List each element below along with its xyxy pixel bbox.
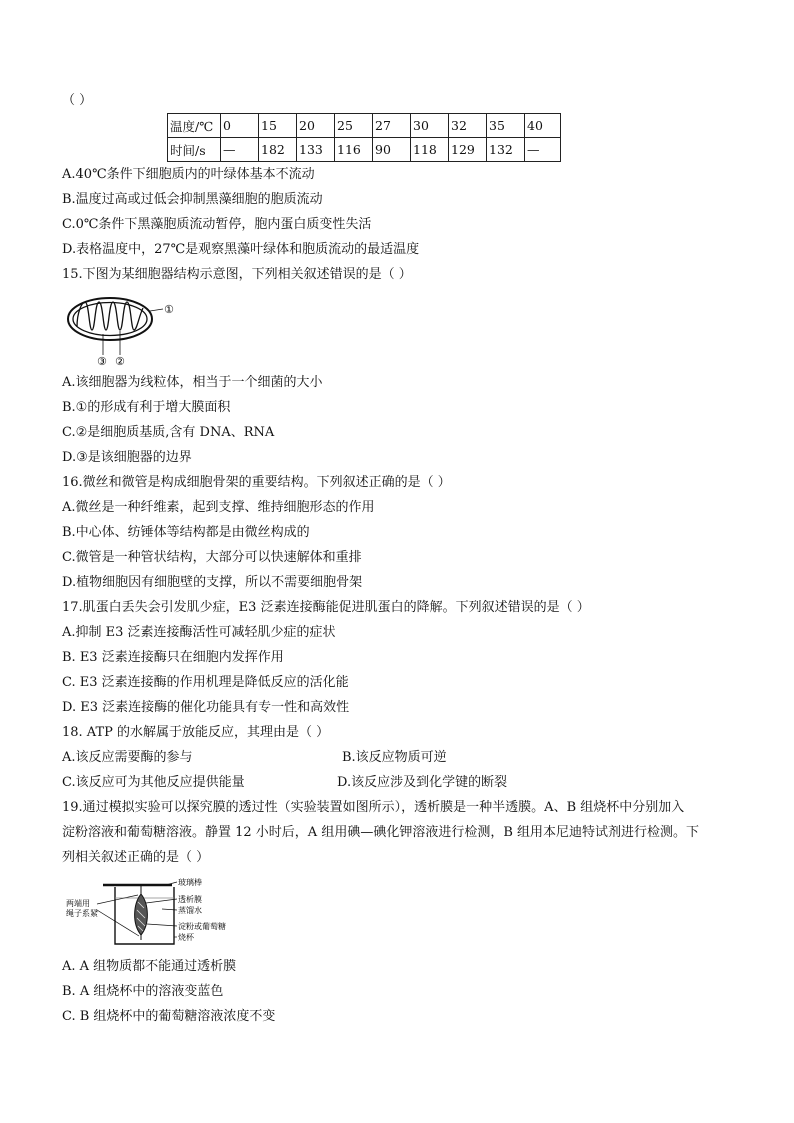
label-three: ③ xyxy=(97,355,107,368)
label-dialysis-membrane: 透析膜 xyxy=(178,895,202,904)
q16-option-a: A.微丝是一种纤维素，起到支撑、维持细胞形态的作用 xyxy=(62,500,375,515)
q16-option-d: D.植物细胞因有细胞壁的支撑，所以不需要细胞骨架 xyxy=(62,575,363,590)
table-cell: 116 xyxy=(335,138,373,162)
table-cell: 182 xyxy=(259,138,297,162)
q15-option-d: D.③是该细胞器的边界 xyxy=(62,450,192,465)
q17-option-b: B. E3 泛素连接酶只在细胞内发挥作用 xyxy=(62,650,284,665)
q19-option-b: B. A 组烧杯中的溶液变蓝色 xyxy=(62,984,224,999)
label-one: ① xyxy=(164,303,174,316)
q18-stem: 18. ATP 的水解属于放能反应，其理由是（ ） xyxy=(62,725,330,740)
table-cell: 118 xyxy=(411,138,449,162)
q17-stem: 17.肌蛋白丢失会引发肌少症，E3 泛素连接酶能促进肌蛋白的降解。下列叙述错误的是（ ） xyxy=(62,600,590,615)
q17-option-d: D. E3 泛素连接酶的催化功能具有专一性和高效性 xyxy=(62,700,350,715)
q19-stem-line-1: 19.通过模拟实验可以探究膜的透过性（实验装置如图所示），透析膜是一种半透膜。A、B 组烧杯中分别加入 xyxy=(62,800,685,815)
q16-stem: 16.微丝和微管是构成细胞骨架的重要结构。下列叙述正确的是（ ） xyxy=(62,475,451,490)
q18-option-a: A.该反应需要酶的参与 xyxy=(62,750,193,765)
q15-stem: 15.下图为某细胞器结构示意图，下列相关叙述错误的是（ ） xyxy=(62,267,412,282)
q15-option-a: A.该细胞器为线粒体，相当于一个细菌的大小 xyxy=(62,375,323,390)
q15-option-c: C.②是细胞质基质,含有 DNA、RNA xyxy=(62,425,275,440)
table-cell: 32 xyxy=(449,114,487,138)
q19-stem-line-2: 淀粉溶液和葡萄糖溶液。静置 12 小时后，A 组用碘—碘化钾溶液进行检测，B 组用本尼迪特试剂进行检测。下 xyxy=(62,825,700,840)
q14-option-c: C.0℃条件下黑藻胞质流动暂停，胞内蛋白质变性失活 xyxy=(62,217,372,232)
table-cell: 15 xyxy=(259,114,297,138)
label-starch-or-glucose: 淀粉或葡萄糖 xyxy=(178,922,226,931)
table-cell: 90 xyxy=(373,138,411,162)
table-row xyxy=(168,114,561,138)
table-cell: 20 xyxy=(297,114,335,138)
table-cell: — xyxy=(221,138,259,162)
table-cell: 40 xyxy=(525,114,561,138)
q16-option-c: C.微管是一种管状结构，大部分可以快速解体和重排 xyxy=(62,550,362,565)
table-cell: 132 xyxy=(487,138,525,162)
q17-option-a: A.抑制 E3 泛素连接酶活性可减轻肌少症的症状 xyxy=(62,625,336,640)
table-cell: 30 xyxy=(411,114,449,138)
mitochondrion-figure xyxy=(64,294,184,368)
q14-bracket: （ ） xyxy=(62,93,93,108)
q18-option-b: B.该反应物质可逆 xyxy=(342,750,447,765)
dialysis-apparatus-figure xyxy=(62,874,272,950)
table-cell: 0 xyxy=(221,114,259,138)
q18-option-c: C.该反应可为其他反应提供能量 xyxy=(62,775,245,790)
label-tied-line-2: 绳子系紧 xyxy=(66,909,98,918)
table-cell: 27 xyxy=(373,114,411,138)
table-row xyxy=(168,138,561,162)
label-glass-rod: 玻璃棒 xyxy=(178,878,202,887)
q16-option-b: B.中心体、纺锤体等结构都是由微丝构成的 xyxy=(62,525,310,540)
q14-option-d: D.表格温度中，27℃是观察黑藻叶绿体和胞质流动的最适温度 xyxy=(62,242,420,257)
table-cell: 129 xyxy=(449,138,487,162)
temperature-time-table xyxy=(167,113,561,162)
table-cell: — xyxy=(525,138,561,162)
q15-option-b: B.①的形成有利于增大膜面积 xyxy=(62,400,231,415)
table-cell: 温度/℃ xyxy=(168,114,221,138)
label-beaker: 烧杯 xyxy=(178,933,194,942)
q19-stem-line-3: 列相关叙述正确的是（ ） xyxy=(62,850,210,865)
table-cell: 时间/s xyxy=(168,138,221,162)
table-cell: 35 xyxy=(487,114,525,138)
q14-option-b: B.温度过高或过低会抑制黑藻细胞的胞质流动 xyxy=(62,192,323,207)
label-two: ② xyxy=(115,355,125,368)
q19-option-c: C. B 组烧杯中的葡萄糖溶液浓度不变 xyxy=(62,1009,276,1024)
label-distilled-water: 蒸馏水 xyxy=(178,906,202,915)
q17-option-c: C. E3 泛素连接酶的作用机理是降低反应的活化能 xyxy=(62,675,349,690)
q18-option-d: D.该反应涉及到化学键的断裂 xyxy=(337,775,508,790)
table-cell: 133 xyxy=(297,138,335,162)
q19-option-a: A. A 组物质都不能通过透析膜 xyxy=(62,959,237,974)
label-tied-line-1: 两端用 xyxy=(66,899,90,908)
q14-option-a: A.40℃条件下细胞质内的叶绿体基本不流动 xyxy=(62,167,315,182)
table-cell: 25 xyxy=(335,114,373,138)
